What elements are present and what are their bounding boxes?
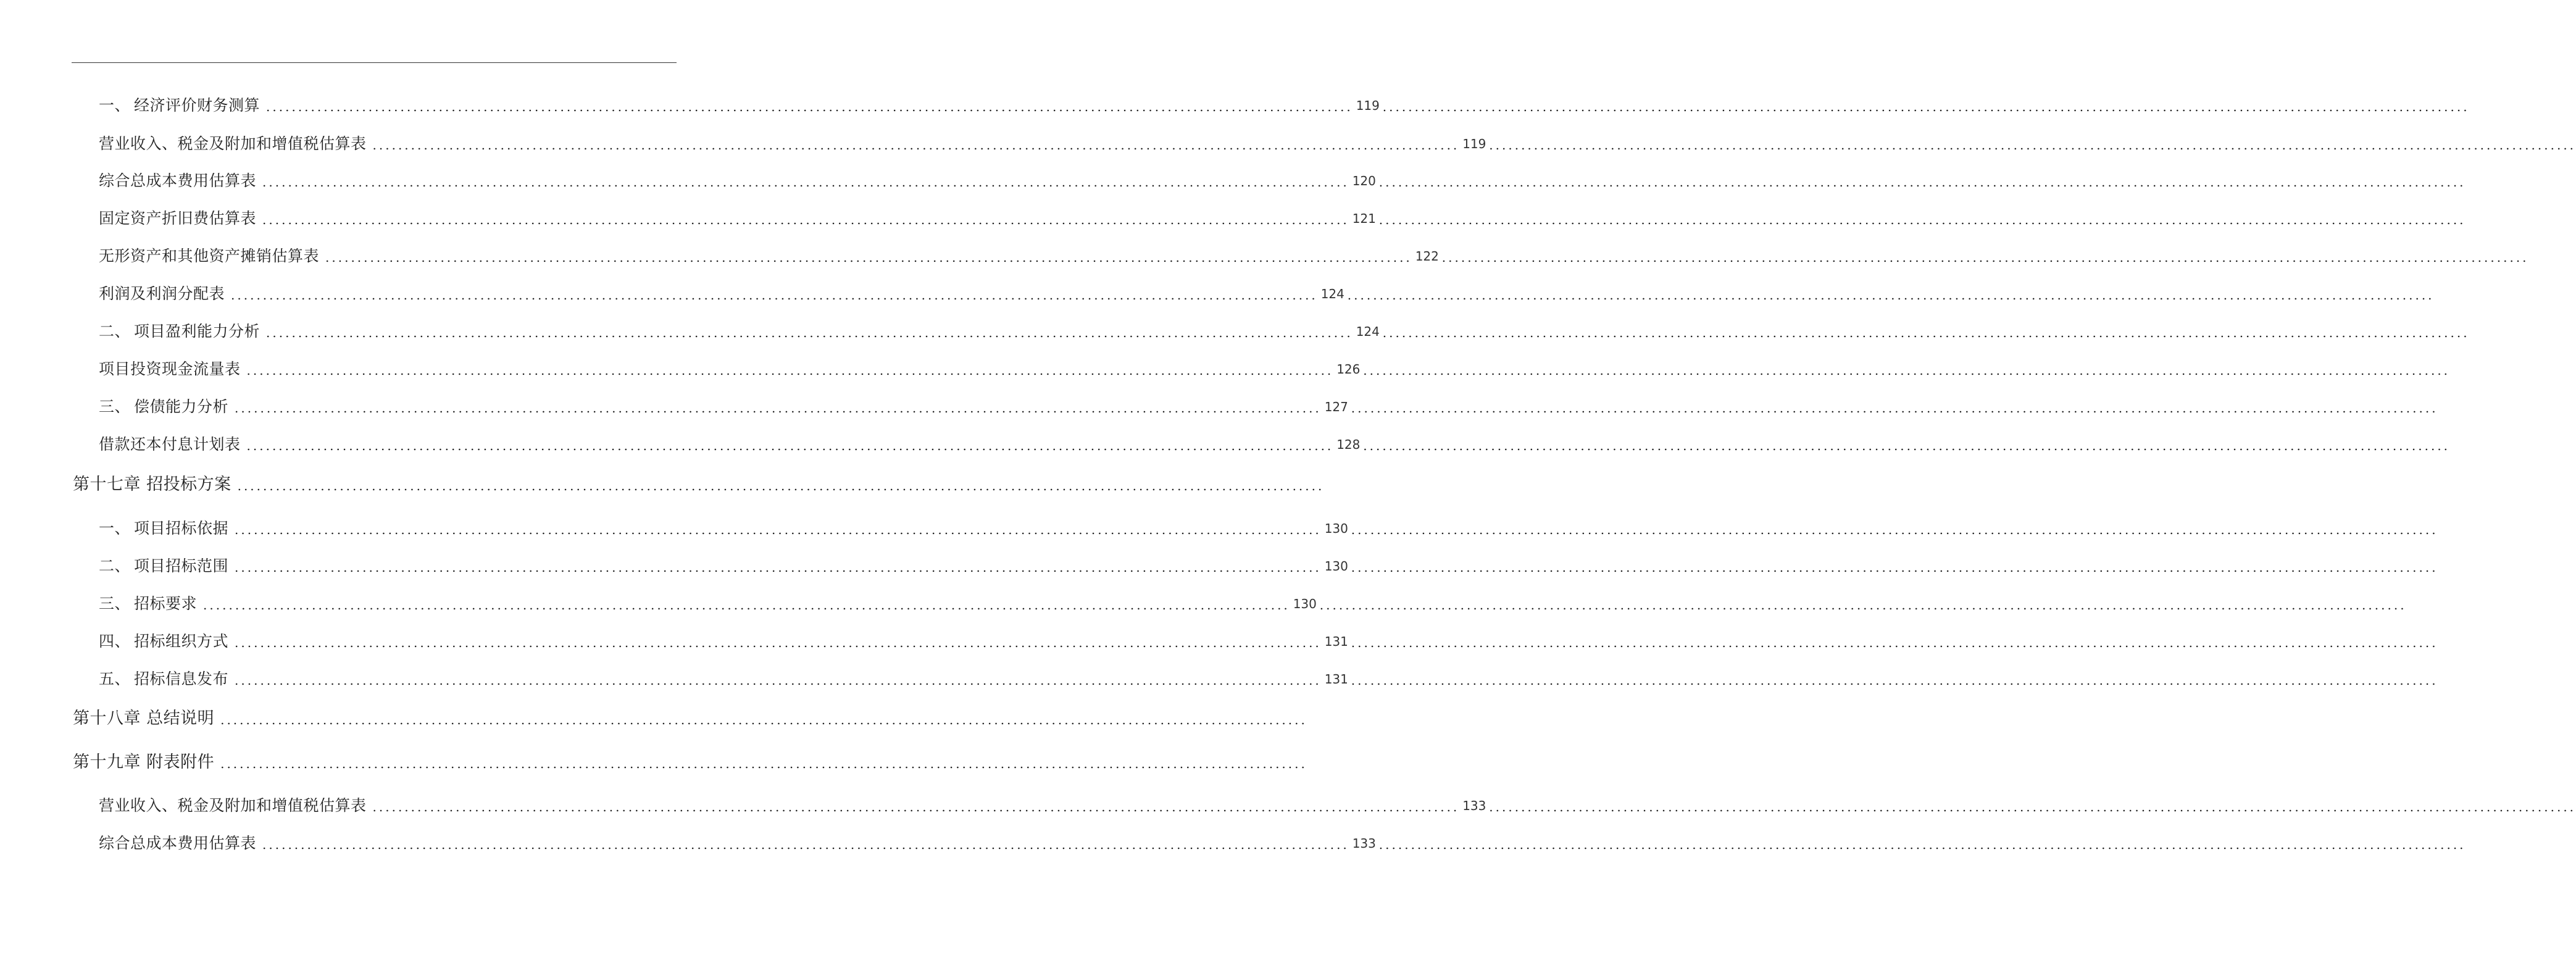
toc-entry-title — [73, 752, 220, 773]
toc-entry-title — [99, 359, 247, 380]
toc-entry-number: 一、 — [99, 519, 131, 537]
toc-entry-text: 营业收入、税金及附加和增值税估算表 — [99, 796, 367, 814]
toc-entry-text: 借款还本付息计划表 — [99, 435, 241, 453]
dot-leader-trailing: .......................................................................................................................................................................... — [1351, 401, 2438, 416]
toc-section-entry[interactable] — [99, 627, 2438, 652]
dot-leader-trailing: .......................................................................................................................................................................... — [1378, 212, 2466, 227]
toc-entry-title — [73, 474, 238, 495]
dot-leader: .......................................................................................................................................................................... — [203, 598, 1290, 612]
toc-page-number: 130 — [1324, 521, 1348, 536]
dot-leader-trailing: .......................................................................................................................................................................... — [1363, 363, 2451, 378]
toc-entry-title — [99, 321, 266, 342]
toc-section-entry[interactable] — [99, 167, 2466, 191]
dot-leader: .......................................................................................................................................................................... — [220, 756, 1307, 771]
toc-section-entry[interactable] — [99, 393, 2438, 417]
dot-leader: .......................................................................................................................................................................... — [266, 325, 1353, 340]
toc-page-number: 130 — [1293, 596, 1317, 611]
toc-entry-text: 综合总成本费用估算表 — [99, 172, 257, 190]
toc-section-entry[interactable] — [99, 355, 2451, 380]
toc-entry-text: 第十七章 招投标方案 — [73, 475, 231, 494]
toc-entry-number: 三、 — [99, 595, 131, 612]
toc-chapter-entry[interactable] — [73, 704, 1307, 729]
toc-page-number: 120 — [1352, 173, 1376, 188]
dot-leader-trailing: .......................................................................................................................................................................... — [1363, 438, 2451, 453]
dot-leader: .......................................................................................................................................................................... — [372, 138, 1460, 153]
toc-entry-text: 项目盈利能力分析 — [134, 322, 261, 340]
dot-leader-trailing: .......................................................................................................................................................................... — [1319, 598, 2407, 612]
toc-section-entry[interactable] — [99, 280, 2435, 304]
toc-section-entry[interactable] — [99, 317, 2470, 342]
dot-leader: .......................................................................................................................................................................... — [237, 479, 1325, 493]
toc-section-entry[interactable] — [99, 514, 2438, 539]
toc-entry-title — [99, 170, 262, 191]
dot-leader: .......................................................................................................................................................................... — [235, 522, 1322, 537]
toc-section-entry[interactable] — [99, 130, 2576, 154]
toc-page-number: 124 — [1320, 286, 1344, 301]
toc-entry-text: 营业收入、税金及附加和增值税估算表 — [99, 135, 367, 153]
dot-leader-trailing: .......................................................................................................................................................................... — [1382, 99, 2470, 114]
dot-leader: .......................................................................................................................................................................... — [235, 635, 1322, 650]
dot-leader: .......................................................................................................................................................................... — [246, 438, 1334, 453]
toc-section-entry[interactable] — [99, 91, 2470, 116]
dot-leader: .......................................................................................................................................................................... — [262, 175, 1349, 190]
toc-entry-text: 项目投资现金流量表 — [99, 360, 241, 378]
dot-leader: .......................................................................................................................................................................... — [372, 800, 1460, 814]
dot-leader: .......................................................................................................................................................................... — [262, 212, 1349, 227]
toc-entry-title — [99, 396, 235, 417]
toc-page-number: 128 — [1336, 437, 1361, 452]
dot-leader: .......................................................................................................................................................................... — [266, 99, 1353, 114]
dot-leader-trailing: .......................................................................................................................................................................... — [1347, 288, 2435, 303]
toc-section-entry[interactable] — [99, 829, 2466, 854]
dot-leader: .......................................................................................................................................................................... — [231, 288, 1318, 303]
toc-page-number: 122 — [1415, 249, 1439, 264]
dot-leader: .......................................................................................................................................................................... — [235, 401, 1322, 416]
toc-entry-text: 招标组织方式 — [134, 632, 229, 650]
toc-entry-title — [99, 795, 373, 816]
toc-page-number: 131 — [1324, 634, 1348, 649]
toc-section-entry[interactable] — [99, 242, 2529, 267]
dot-leader: .......................................................................................................................................................................... — [220, 713, 1307, 727]
dot-leader-trailing: .......................................................................................................................................................................... — [1489, 138, 2576, 153]
toc-entry-title — [99, 556, 235, 577]
dot-leader: .......................................................................................................................................................................... — [235, 560, 1322, 575]
toc-entry-title — [99, 95, 266, 116]
toc-page-number: 127 — [1324, 399, 1348, 414]
dot-leader: .......................................................................................................................................................................... — [235, 673, 1322, 688]
toc-entry-title — [99, 434, 247, 455]
dot-leader-trailing: .......................................................................................................................................................................... — [1351, 635, 2438, 650]
toc-section-entry[interactable] — [99, 204, 2466, 229]
toc-entry-title — [99, 208, 262, 229]
toc-entry-text: 项目招标范围 — [134, 557, 229, 575]
toc-entry-text: 无形资产和其他资产摊销估算表 — [99, 247, 320, 265]
toc-entry-title — [99, 833, 262, 854]
toc-entry-title — [99, 669, 235, 690]
toc-entry-title — [99, 133, 373, 154]
toc-entry-text: 招标信息发布 — [134, 670, 229, 688]
toc-entry-text: 第十八章 总结说明 — [73, 709, 215, 728]
toc-entry-number: 四、 — [99, 632, 131, 650]
toc-page-number: 119 — [1356, 98, 1380, 113]
toc-entry-text: 第十九章 附表附件 — [73, 753, 215, 772]
toc-entry-number: 五、 — [99, 670, 131, 688]
dot-leader-trailing: .......................................................................................................................................................................... — [1382, 325, 2470, 340]
toc-entry-text: 综合总成本费用估算表 — [99, 834, 257, 852]
dot-leader-trailing: .......................................................................................................................................................................... — [1378, 837, 2466, 852]
toc-entry-number: 一、 — [99, 96, 131, 114]
toc-page-number: 133 — [1462, 798, 1486, 813]
toc-section-entry[interactable] — [99, 552, 2438, 577]
toc-section-entry[interactable] — [99, 590, 2407, 614]
toc-page-number: 119 — [1462, 136, 1486, 151]
dot-leader-trailing: .......................................................................................................................................................................... — [1378, 175, 2466, 190]
toc-page-number: 133 — [1352, 836, 1376, 851]
dot-leader-trailing: .......................................................................................................................................................................... — [1441, 250, 2529, 265]
dot-leader-trailing: .......................................................................................................................................................................... — [1351, 673, 2438, 688]
toc-entry-text: 利润及利润分配表 — [99, 285, 225, 303]
toc-entry-title — [99, 283, 231, 304]
dot-leader-trailing: .......................................................................................................................................................................... — [1351, 522, 2438, 537]
toc-entry-title — [99, 246, 325, 267]
toc-page-number: 121 — [1352, 211, 1376, 226]
toc-entry-text: 招标要求 — [134, 595, 198, 612]
toc-section-entry[interactable] — [99, 792, 2576, 816]
toc-page-number: 130 — [1324, 559, 1348, 574]
toc-entry-text: 偿债能力分析 — [134, 398, 229, 416]
dot-leader: .......................................................................................................................................................................... — [246, 363, 1334, 378]
toc-entry-title — [73, 708, 220, 729]
toc-page-number: 124 — [1356, 324, 1380, 339]
dot-leader-trailing: .......................................................................................................................................................................... — [1351, 560, 2438, 575]
toc-page-number: 126 — [1336, 362, 1361, 377]
toc-entry-text: 经济评价财务测算 — [134, 96, 261, 114]
toc-chapter-entry[interactable] — [73, 748, 1307, 773]
toc-section-entry[interactable] — [99, 665, 2438, 690]
dot-leader-trailing: .......................................................................................................................................................................... — [1489, 800, 2576, 814]
toc-entry-title — [99, 518, 235, 539]
toc-chapter-entry[interactable] — [73, 470, 1325, 495]
toc-entry-title — [99, 631, 235, 652]
dot-leader: .......................................................................................................................................................................... — [262, 837, 1349, 852]
toc-page-number: 131 — [1324, 672, 1348, 687]
toc-entry-number: 二、 — [99, 322, 131, 340]
toc-entry-text: 固定资产折旧费估算表 — [99, 209, 257, 227]
toc-section-entry[interactable] — [99, 430, 2451, 455]
dot-leader: .......................................................................................................................................................................... — [325, 250, 1412, 265]
toc-entry-number: 三、 — [99, 398, 131, 416]
toc-entry-title — [99, 593, 203, 614]
toc-entry-text: 项目招标依据 — [134, 519, 229, 537]
toc-entry-number: 二、 — [99, 557, 131, 575]
